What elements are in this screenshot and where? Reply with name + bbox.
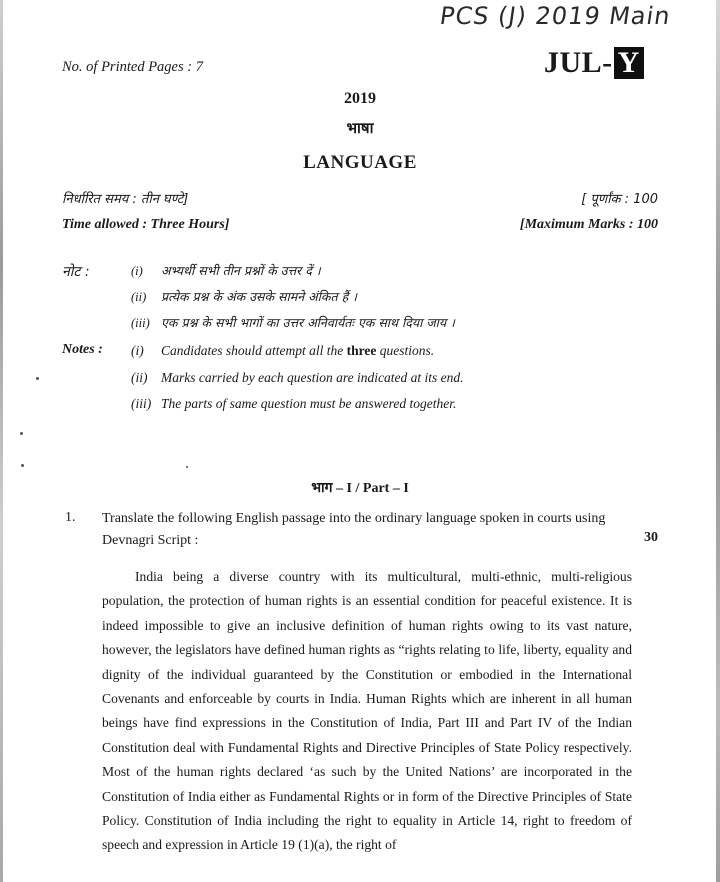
paper-code (544, 46, 644, 80)
time-english: Time allowed : Three Hours] (62, 217, 230, 232)
paper-code-suffix: Y (614, 47, 644, 79)
paper-code-prefix: JUL- (544, 46, 613, 79)
notes-english-label: Notes : (62, 342, 103, 357)
note-english-item: (i) Candidates should attempt all the three questions. (131, 343, 435, 358)
time-hindi: निर्धारित समय : तीन घण्टे] (62, 192, 189, 207)
note-hindi-item: (iii) एक प्रश्न के सभी भागों का उत्तर अनिवार्यतः एक साथ दिया जाय । (131, 315, 455, 330)
marks-english: [Maximum Marks : 100 (519, 217, 658, 232)
printed-pages: No. of Printed Pages : 7 (62, 59, 203, 75)
time-marks-hindi (62, 189, 658, 207)
part-heading: भाग – I / Part – I (311, 481, 409, 496)
handwritten-note: PCS (J) 2019 Main (438, 2, 673, 30)
title-hindi: भाषा (346, 119, 374, 137)
note-hindi-item: (i) अभ्यर्थी सभी तीन प्रश्नों के उत्तर दें । (131, 263, 321, 278)
translation-passage: India being a diverse country with its multicultural, multi-ethnic, multi-religious population, the protection of human rights is an essential condition for peaceful existence. It is indeed impossible to give an inclusive definition of human rights owing to its vast nature, however, the legislators have defined human rights as “rights relating to life, liberty, equality and dignity of the individual guaranteed by the Constitution or embodied in the International Covenants and enforceable by courts in India. Human Rights which are inherent in all human beings have find expressions in the Constitution of India, Part III and Part IV of the Indian Constitution deal with Fundamental Rights and Directive Principles of State Policy respectively. Most of the human rights declared ‘as such by the United Nations’ are incorporated in the Constitution of India either as Fundamental Rights or in form of the Directive Principles of State Policy. Constitution of India including the right to equality in Article 14, right to freedom of speech and expression in Article 19 (1)(a), the right of (102, 569, 632, 853)
question-number: 1. (65, 510, 76, 525)
exam-year: 2019 (344, 90, 376, 107)
time-marks-english (62, 217, 658, 233)
note-english-item: (iii) The parts of same question must be answered together. (131, 396, 457, 411)
title-english: LANGUAGE (303, 152, 417, 173)
question-marks: 30 (644, 530, 658, 545)
scan-speck (36, 377, 39, 380)
scan-speck (20, 432, 23, 435)
notes-hindi-label: नोट : (62, 264, 90, 280)
note-english-item: (ii) Marks carried by each question are indicated at its end. (131, 370, 464, 385)
marks-hindi: [ पूर्णांक : 100 (581, 192, 658, 207)
scan-speck (186, 466, 188, 468)
scan-speck (21, 464, 24, 467)
question-text: Translate the following English passage into the ordinary language spoken in courts using Devnagri Script : (102, 511, 606, 548)
note-hindi-item: (ii) प्रत्येक प्रश्न के अंक उसके सामने अंकित हैं । (131, 289, 357, 304)
